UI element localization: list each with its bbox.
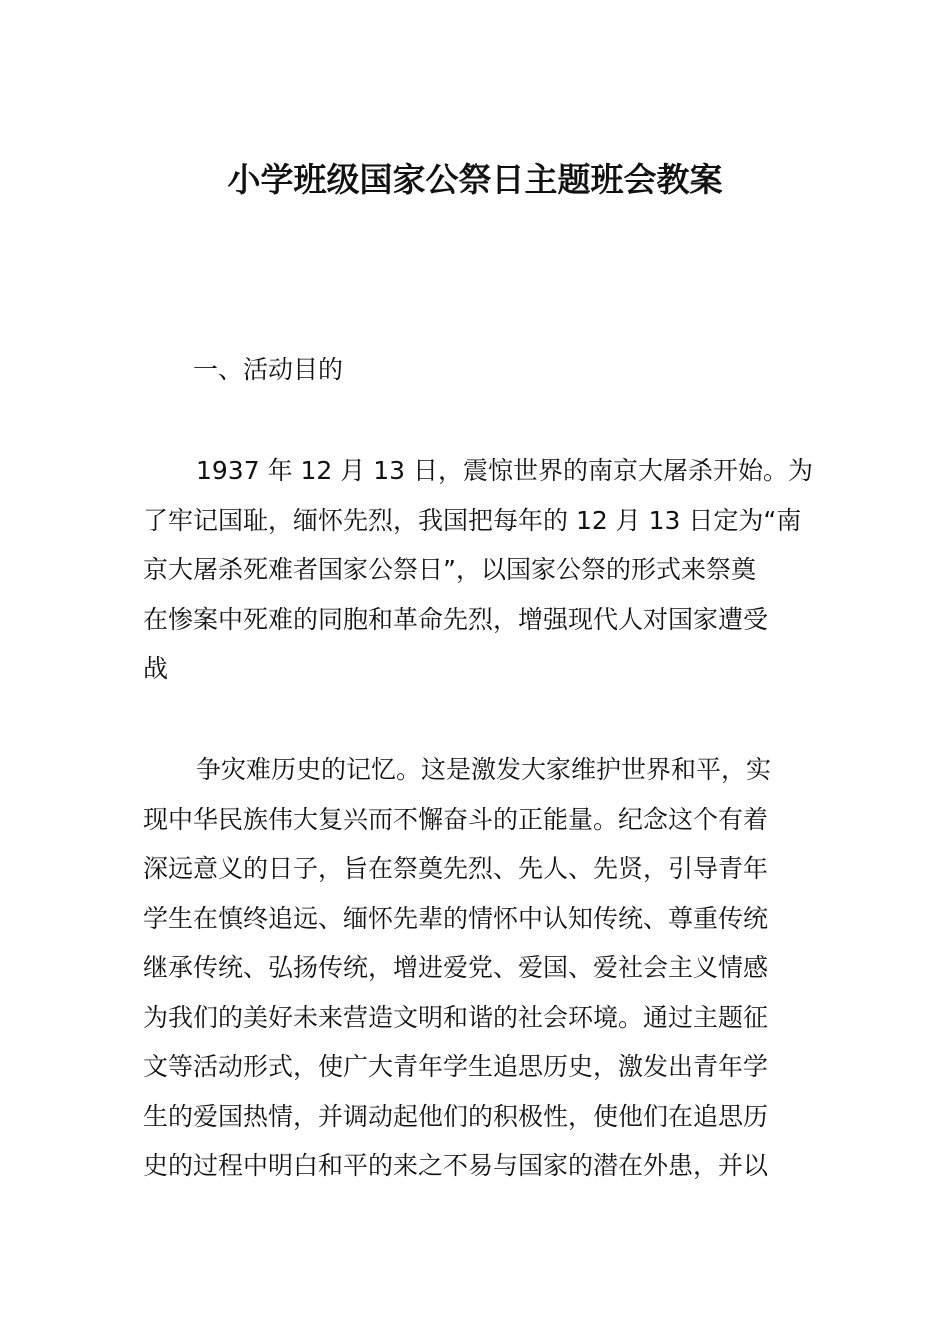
paragraph-line: 史的过程中明白和平的来之不易与国家的潜在外患，并以	[143, 1151, 769, 1180]
document-title: 小学班级国家公祭日主题班会教案	[227, 160, 723, 199]
paragraph-2	[143, 745, 813, 1191]
paragraph-line: 现中华民族伟大复兴而不懈奋斗的正能量。纪念这个有着	[143, 804, 769, 834]
paragraph-line: 为我们的美好未来营造文明和谐的社会环境。通过主题征	[143, 1002, 769, 1032]
paragraph-line: 学生在慎终追远、缅怀先辈的情怀中认知传统、尊重传统	[143, 903, 769, 933]
paragraph-line: 文等活动形式，使广大青年学生追思历史，激发出青年学	[143, 1052, 769, 1081]
paragraph-line: 1937 年 12 月 13 日，震惊世界的南京大屠杀开始。为	[196, 456, 813, 485]
section-heading-purpose: 一、活动目的	[193, 355, 344, 384]
paragraph-line: 战	[143, 654, 169, 683]
paragraph-line: 了牢记国耻，缅怀先烈，我国把每年的 12 月 13 日定为“南	[143, 505, 802, 535]
paragraph-line: 在惨案中死难的同胞和革命先烈，增强现代人对国家遭受	[143, 604, 769, 634]
paragraph-line: 深远意义的日子，旨在祭奠先烈、先人、先贤，引导青年	[143, 854, 769, 883]
paragraph-line: 继承传统、弘扬传统，增进爱党、爱国、爱社会主义情感	[143, 953, 769, 982]
paragraph-line: 京大屠杀死难者国家公祭日”，以国家公祭的形式来祭奠	[143, 555, 756, 584]
paragraph-line: 生的爱国热情，并调动起他们的积极性，使他们在追思历	[143, 1101, 769, 1131]
paragraph-1	[143, 446, 813, 694]
paragraph-line: 争灾难历史的记忆。这是激发大家维护世界和平，实	[196, 755, 772, 784]
